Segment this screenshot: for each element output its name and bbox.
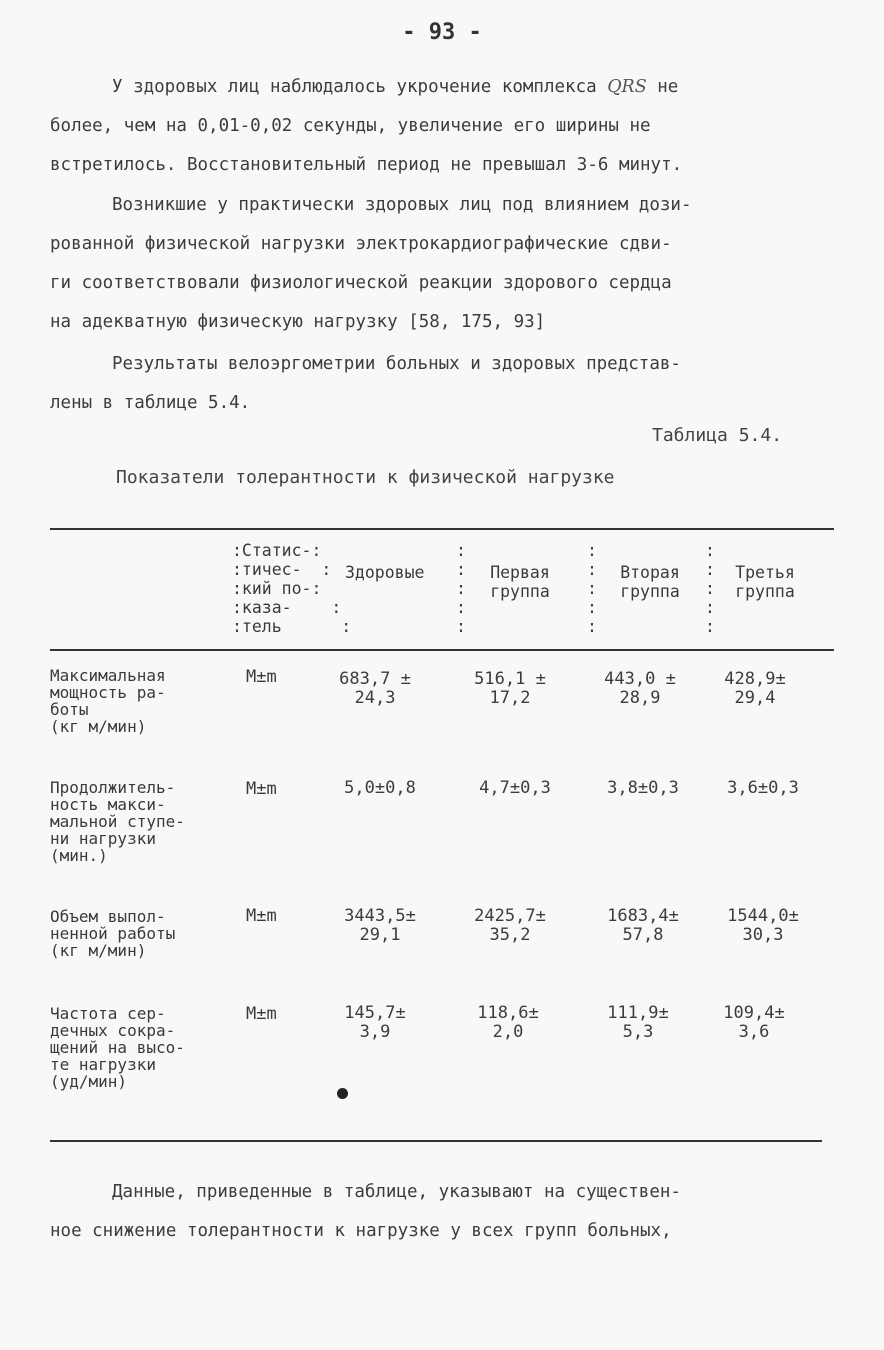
cell-healthy: 145,7± 3,9 xyxy=(344,1003,406,1042)
ink-dot xyxy=(337,1088,348,1099)
qrs-handwritten: QRS xyxy=(607,77,647,97)
table-top-rule xyxy=(50,528,834,530)
cell-group2: 3,8±0,3 xyxy=(607,778,679,798)
header-separator: : : : : : xyxy=(456,541,466,636)
paragraph-2-line-2: рованной физической нагрузки электрокардиографические сдви- xyxy=(50,234,672,254)
cell-group1: 516,1 ± 17,2 xyxy=(474,669,546,708)
paragraph-3-line-2: лены в таблице 5.4. xyxy=(50,393,251,413)
cell-group3: 3,6±0,3 xyxy=(727,778,799,798)
paragraph-4-line-2: ное снижение толерантности к нагрузке у всех групп больных, xyxy=(50,1221,672,1241)
paragraph-1-line-3: встретилось. Восстановительный период не превышал 3-6 минут. xyxy=(50,155,683,175)
table-bottom-rule xyxy=(50,1140,822,1142)
paragraph-2-line-3: ги соответствовали физиологической реакции здорового сердца xyxy=(50,273,672,293)
paragraph-2 xyxy=(50,186,830,342)
row-label-max-power: Максимальная мощность ра- боты (кг м/мин) xyxy=(50,666,166,736)
cell-group1: 118,6± 2,0 xyxy=(477,1003,539,1042)
cell-healthy: 3443,5± 29,1 xyxy=(344,906,416,945)
stat-cell: M±m xyxy=(246,1004,277,1024)
cell-group3: 1544,0± 30,3 xyxy=(727,906,799,945)
cell-group3: 428,9± 29,4 xyxy=(724,669,786,708)
stat-cell: M±m xyxy=(246,906,277,926)
header-healthy: Здоровые xyxy=(345,563,425,582)
header-group3: Третья группа xyxy=(735,563,795,601)
cell-group1: 4,7±0,3 xyxy=(479,778,551,798)
page-number: - 93 - xyxy=(402,20,482,45)
table-number: Таблица 5.4. xyxy=(652,425,783,446)
paragraph-1-line-1: У здоровых лиц наблюдалось укрочение комплекса QRS не xyxy=(112,77,679,97)
cell-group2: 111,9± 5,3 xyxy=(607,1003,669,1042)
cell-group3: 109,4± 3,6 xyxy=(723,1003,785,1042)
paragraph-4 xyxy=(50,1173,830,1251)
cell-group2: 443,0 ± 28,9 xyxy=(604,669,676,708)
paragraph-1 xyxy=(50,68,830,185)
paragraph-1-line-2: более, чем на 0,01-0,02 секунды, увеличение его ширины не xyxy=(50,116,651,136)
cell-group1: 2425,7± 35,2 xyxy=(474,906,546,945)
paragraph-2-line-4: на адекватную физическую нагрузку [58, 175, 93] xyxy=(50,312,546,332)
paragraph-3-line-1: Результаты велоэргометрии больных и здоровых представ- xyxy=(112,354,681,374)
table-header-rule xyxy=(50,649,834,651)
paragraph-3 xyxy=(50,345,830,423)
row-label-heart-rate: Частота сер- дечных сокра- щений на высо- те нагрузки (уд/мин) xyxy=(50,1004,185,1091)
cell-healthy: 5,0±0,8 xyxy=(344,778,416,798)
paragraph-4-line-1: Данные, приведенные в таблице, указывают на существен- xyxy=(112,1182,681,1202)
header-stat: :Статис-: :тичес- : :кий по-: :каза- : :тель : xyxy=(232,541,352,636)
cell-group2: 1683,4± 57,8 xyxy=(607,906,679,945)
header-group2: Вторая группа xyxy=(620,563,680,601)
stat-cell: M±m xyxy=(246,779,277,799)
header-group1: Первая группа xyxy=(490,563,550,601)
header-separator: : : : : : xyxy=(587,541,597,636)
row-label-duration: Продолжитель- ность макси- мальной ступе- ни нагрузки (мин.) xyxy=(50,778,185,865)
paragraph-2-line-1: Возникшие у практически здоровых лиц под влиянием дози- xyxy=(112,195,692,215)
cell-healthy: 683,7 ± 24,3 xyxy=(339,669,411,708)
table-title: Показатели толерантности к физической нагрузке xyxy=(116,467,615,488)
stat-cell: M±m xyxy=(246,667,277,687)
row-label-work-volume: Объем выпол- ненной работы (кг м/мин) xyxy=(50,907,176,960)
header-separator: : : : : : xyxy=(705,541,715,636)
